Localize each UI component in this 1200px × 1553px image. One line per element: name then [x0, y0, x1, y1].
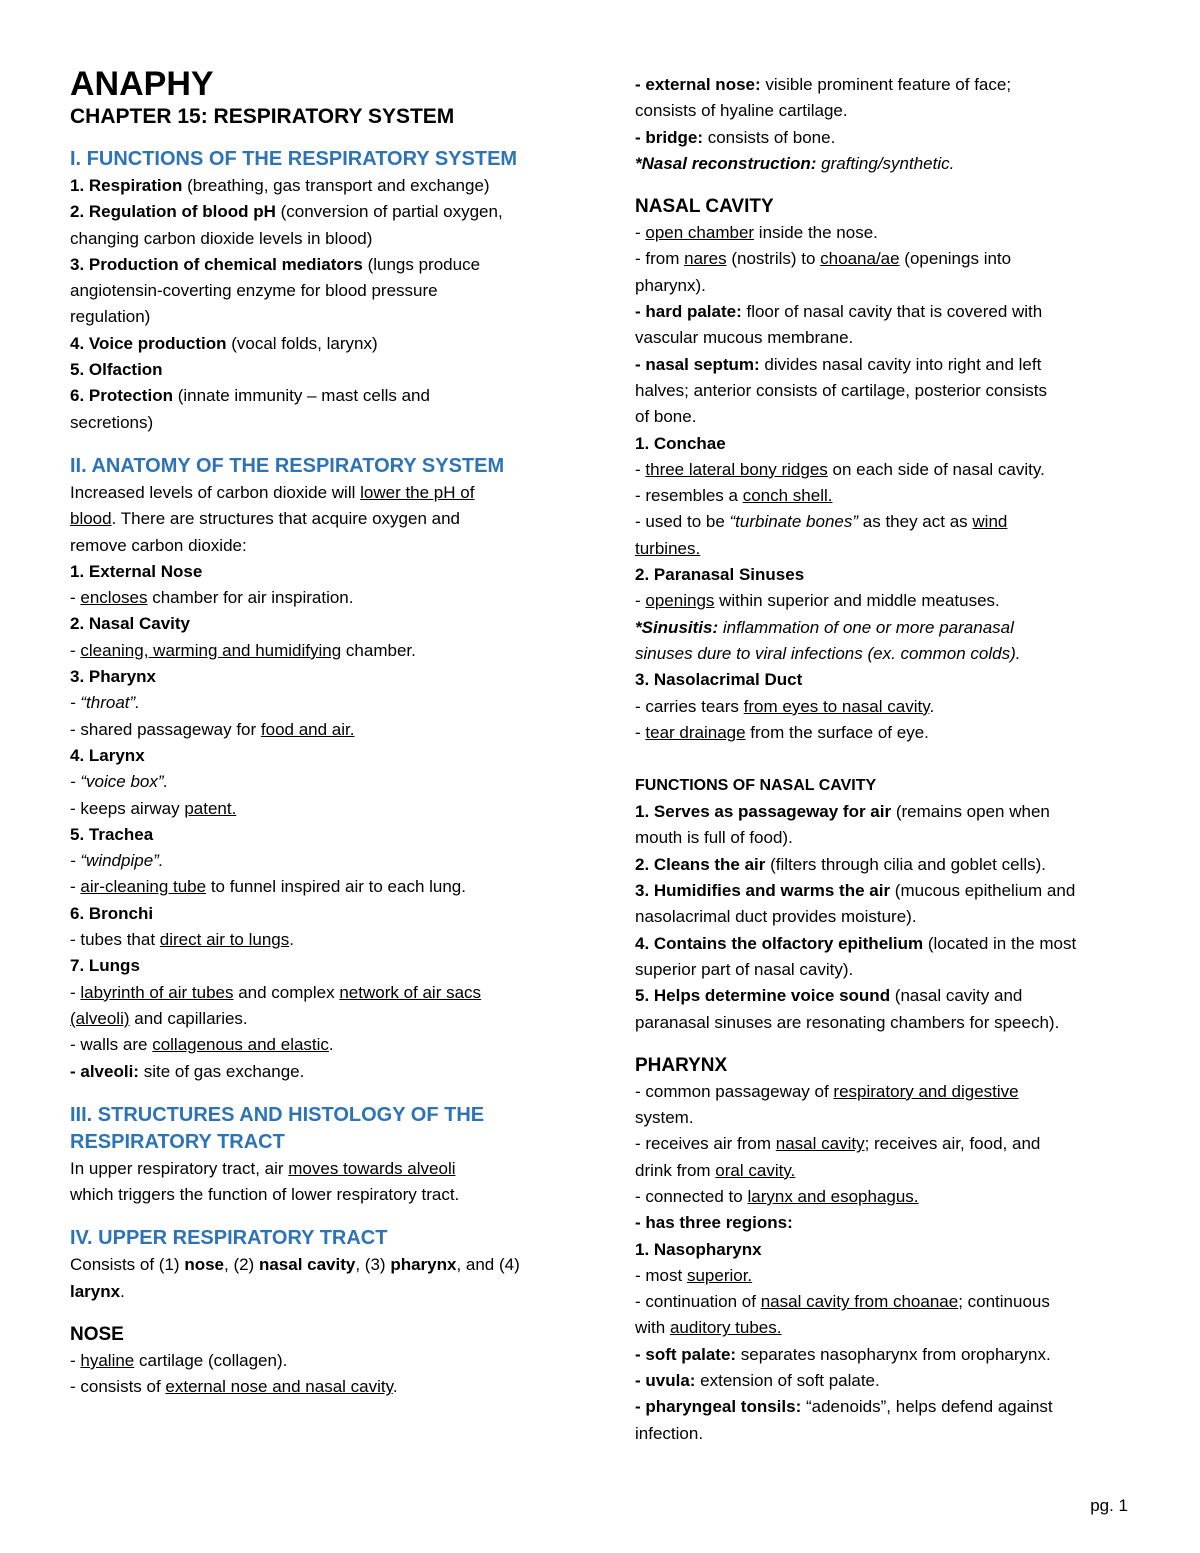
list-item: - nasal septum: divides nasal cavity into right and left: [635, 354, 1042, 374]
list-item: - resembles a conch shell.: [635, 486, 833, 506]
heading-functions-nasal-cavity: FUNCTIONS OF NASAL CAVITY: [635, 777, 877, 795]
list-item-continuation: pharynx).: [635, 275, 706, 295]
list-item: 1. Serves as passageway for air (remains open when: [635, 802, 1050, 822]
list-item: - “voice box”.: [70, 772, 169, 792]
list-item: 6. Protection (innate immunity – mast cells and: [70, 386, 430, 406]
section-heading-functions: I. FUNCTIONS OF THE RESPIRATORY SYSTEM: [70, 148, 518, 170]
list-item: - encloses chamber for air inspiration.: [70, 588, 354, 608]
paragraph-line: Consists of (1) nose, (2) nasal cavity, (3) pharynx, and (4): [70, 1255, 520, 1275]
left-column: [70, 66, 570, 1401]
list-item: - shared passageway for food and air.: [70, 719, 355, 739]
list-item-continuation: changing carbon dioxide levels in blood): [70, 228, 373, 248]
list-item: 2. Cleans the air (filters through cilia and goblet cells).: [635, 854, 1047, 874]
structure-heading: 1. External Nose: [70, 561, 203, 581]
list-item: - walls are collagenous and elastic.: [70, 1035, 334, 1055]
list-item-continuation: secretions): [70, 412, 154, 432]
subheading-conchae: 1. Conchae: [635, 433, 726, 453]
list-item-continuation: regulation): [70, 307, 151, 327]
list-item: 2. Regulation of blood pH (conversion of partial oxygen,: [70, 202, 503, 222]
note-continuation: sinuses dure to viral infections (ex. common colds).: [635, 643, 1021, 663]
list-item-continuation: nasolacrimal duct provides moisture).: [635, 907, 917, 927]
list-item: - has three regions:: [635, 1213, 793, 1233]
paragraph-line: blood. There are structures that acquire oxygen and: [70, 509, 460, 529]
list-item: - openings within superior and middle meatuses.: [635, 591, 1000, 611]
paragraph-line: remove carbon dioxide:: [70, 535, 247, 555]
structure-heading: 6. Bronchi: [70, 903, 154, 923]
list-item: - common passageway of respiratory and digestive: [635, 1081, 1019, 1101]
heading-nose: NOSE: [70, 1323, 124, 1345]
section-heading-structures: III. STRUCTURES AND HISTOLOGY OF THE RESPIRATORY TRACT: [70, 1103, 485, 1153]
page-number: pg. 1: [1090, 1496, 1128, 1515]
chapter-title: CHAPTER 15: RESPIRATORY SYSTEM: [70, 105, 455, 128]
paragraph-line: Increased levels of carbon dioxide will lower the pH of: [70, 482, 475, 502]
list-item: - most superior.: [635, 1265, 753, 1285]
list-item: 3. Production of chemical mediators (lungs produce: [70, 254, 481, 274]
list-item: - open chamber inside the nose.: [635, 223, 878, 243]
list-item: - bridge: consists of bone.: [635, 127, 836, 147]
list-item: - keeps airway patent.: [70, 798, 237, 818]
structure-heading: 5. Trachea: [70, 824, 154, 844]
structure-heading: 2. Nasal Cavity: [70, 614, 191, 634]
list-item: - labyrinth of air tubes and complex network of air sacs: [70, 982, 482, 1002]
paragraph-line: which triggers the function of lower respiratory tract.: [70, 1185, 460, 1205]
section-heading-upper-tract: IV. UPPER RESPIRATORY TRACT: [70, 1227, 388, 1250]
list-item-continuation: system.: [635, 1108, 694, 1128]
list-item-continuation: turbines.: [635, 538, 701, 558]
list-item: 5. Olfaction: [70, 360, 163, 380]
list-item: 4. Voice production (vocal folds, larynx): [70, 333, 378, 353]
list-item-continuation: with auditory tubes.: [635, 1318, 782, 1338]
list-item: - tubes that direct air to lungs.: [70, 930, 294, 950]
list-item: - uvula: extension of soft palate.: [635, 1371, 880, 1391]
list-item: - receives air from nasal cavity; receives air, food, and: [635, 1134, 1041, 1154]
subheading-paranasal-sinuses: 2. Paranasal Sinuses: [635, 565, 805, 585]
list-item: - hyaline cartilage (collagen).: [70, 1350, 288, 1370]
list-item: 3. Humidifies and warms the air (mucous epithelium and: [635, 881, 1076, 901]
list-item: - pharyngeal tonsils: “adenoids”, helps defend against: [635, 1397, 1053, 1417]
paragraph-line: larynx.: [70, 1281, 125, 1301]
list-item: 4. Contains the olfactory epithelium (located in the most: [635, 933, 1077, 953]
list-item: - cleaning, warming and humidifying chamber.: [70, 640, 416, 660]
list-item: - carries tears from eyes to nasal cavity.: [635, 696, 935, 716]
note: *Sinusitis: inflammation of one or more paranasal: [635, 617, 1014, 637]
list-item: 5. Helps determine voice sound (nasal cavity and: [635, 986, 1023, 1006]
structure-heading: 4. Larynx: [70, 745, 145, 765]
list-item: - connected to larynx and esophagus.: [635, 1186, 919, 1206]
paragraph-line: In upper respiratory tract, air moves towards alveoli: [70, 1158, 456, 1178]
right-column: [635, 72, 1140, 1447]
list-item-continuation: superior part of nasal cavity).: [635, 959, 854, 979]
section-heading-anatomy: II. ANATOMY OF THE RESPIRATORY SYSTEM: [70, 454, 505, 477]
list-item: - from nares (nostrils) to choana/ae (openings into: [635, 249, 1012, 269]
list-item: - “throat”.: [70, 693, 140, 713]
list-item: - three lateral bony ridges on each side of nasal cavity.: [635, 459, 1045, 479]
list-item: - soft palate: separates nasopharynx from oropharynx.: [635, 1344, 1051, 1364]
list-item-continuation: consists of hyaline cartilage.: [635, 101, 848, 121]
heading-pharynx: PHARYNX: [635, 1054, 728, 1076]
structure-heading: 7. Lungs: [70, 956, 140, 976]
heading-nasal-cavity: NASAL CAVITY: [635, 196, 774, 218]
list-item: - external nose: visible prominent feature of face;: [635, 75, 1012, 94]
list-item-continuation: angiotensin-coverting enzyme for blood pressure: [70, 281, 438, 301]
list-item-continuation: vascular mucous membrane.: [635, 328, 854, 348]
note: *Nasal reconstruction: grafting/synthetic.: [635, 153, 955, 173]
list-item: - used to be “turbinate bones” as they act as wind: [635, 512, 1008, 532]
list-item-continuation: infection.: [635, 1423, 704, 1443]
list-item: - continuation of nasal cavity from choanae; continuous: [635, 1292, 1050, 1312]
list-item-continuation: (alveoli) and capillaries.: [70, 1008, 248, 1028]
list-item: - consists of external nose and nasal cavity.: [70, 1377, 398, 1397]
list-item-continuation: drink from oral cavity.: [635, 1160, 796, 1180]
list-item: - alveoli: site of gas exchange.: [70, 1061, 305, 1081]
subheading-nasolacrimal-duct: 3. Nasolacrimal Duct: [635, 670, 803, 690]
list-item: - “windpipe”.: [70, 851, 164, 871]
list-item: 1. Respiration (breathing, gas transport and exchange): [70, 176, 490, 195]
list-item-continuation: of bone.: [635, 407, 697, 427]
document-title: ANAPHY: [70, 65, 214, 103]
list-item: - hard palate: floor of nasal cavity that is covered with: [635, 302, 1043, 322]
structure-heading: 3. Pharynx: [70, 667, 156, 687]
list-item-continuation: paranasal sinuses are resonating chambers for speech).: [635, 1012, 1060, 1032]
list-item-continuation: halves; anterior consists of cartilage, posterior consists: [635, 380, 1047, 400]
list-item-continuation: mouth is full of food).: [635, 828, 793, 848]
list-item: - air-cleaning tube to funnel inspired air to each lung.: [70, 877, 466, 897]
list-item: - tear drainage from the surface of eye.: [635, 722, 929, 742]
subheading-nasopharynx: 1. Nasopharynx: [635, 1239, 762, 1259]
